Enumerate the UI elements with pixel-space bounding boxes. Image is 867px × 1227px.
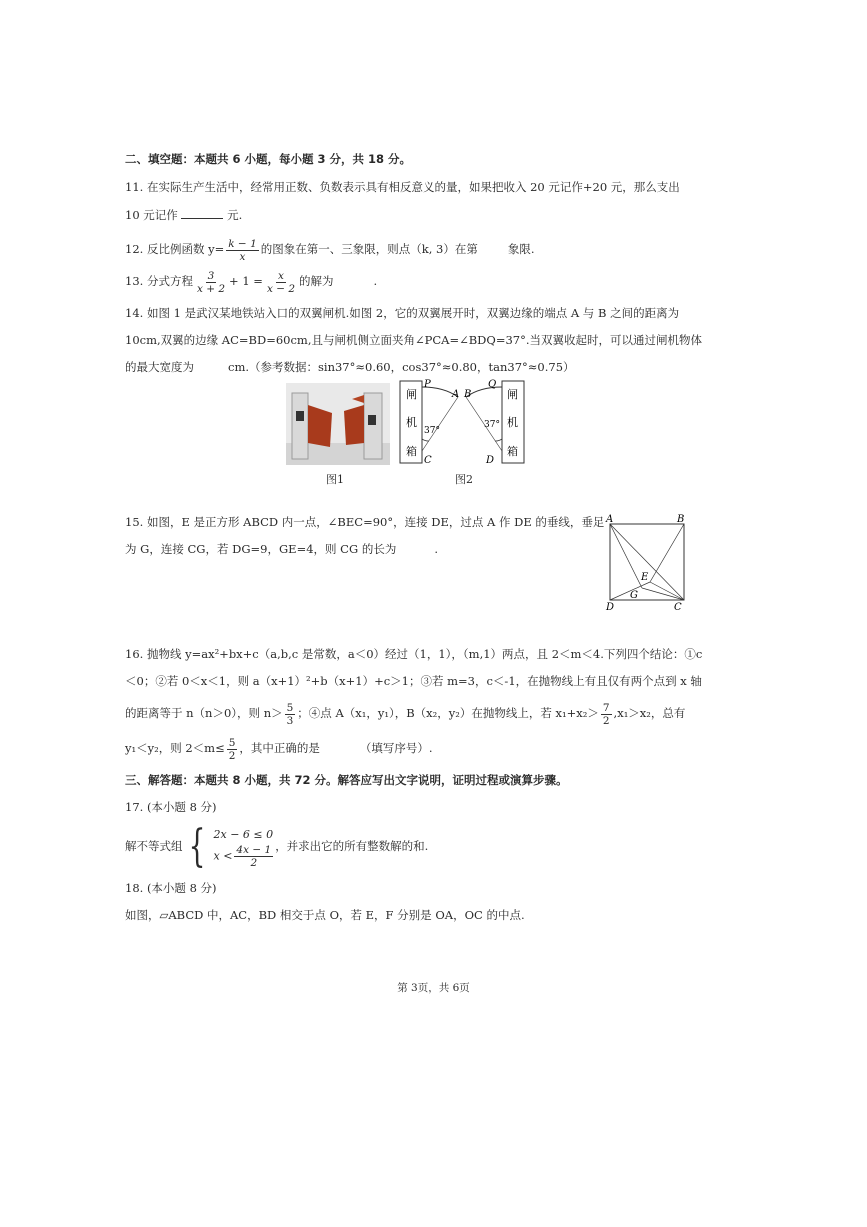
q15-line2 xyxy=(125,541,438,557)
q14-box-left-char1: 闸 xyxy=(406,388,417,401)
q16-line2: ＜0；②若 0＜x＜1，则 a（x+1）²+b（x+1）+c＞1；③若 m=3，c＜-1，在抛物线上有且仅有两个点到 x 轴 xyxy=(125,674,702,688)
q12-pre: 12. 反比例函数 y= xyxy=(125,242,225,256)
q17-row2-a: x < xyxy=(213,849,233,862)
q15-square-diagram xyxy=(604,512,690,614)
q12-frac-num: k − 1 xyxy=(228,237,257,250)
q14-box-right-char1: 闸 xyxy=(507,388,518,401)
q12-line xyxy=(125,236,535,263)
q17-row1: 2x − 6 ≤ 0 xyxy=(213,827,274,841)
q18-title: 18. (本小题 8 分) xyxy=(125,881,217,895)
q14-label-B: B xyxy=(464,389,472,400)
page-footer: 第 3页，共 6页 xyxy=(397,982,470,994)
q16-line4-c: （填写序号）. xyxy=(359,741,433,755)
q13-line xyxy=(125,268,377,295)
q17-row2-frac xyxy=(234,844,273,869)
q14-line1: 14. 如图 1 是武汉某地铁站入口的双翼闸机.如图 2，它的双翼展开时，双翼边缘的端点 A 与 B 之间的距离为 xyxy=(125,306,680,320)
q16-frac-7-2 xyxy=(601,702,612,727)
q13-mid: + 1 = xyxy=(229,274,263,288)
q13-pre: 13. 分式方程 xyxy=(125,274,193,288)
q12-post: 的图象在第一、三象限，则点（k, 3）在第 xyxy=(260,242,478,256)
q16-line3 xyxy=(125,700,685,727)
q17-inequality-system xyxy=(183,821,276,872)
q17-frac-den: 2 xyxy=(250,856,258,869)
q13-frac2 xyxy=(265,270,297,295)
q13-frac2-num: x xyxy=(278,269,284,282)
q16-line1: 16. 抛物线 y=ax²+bx+c（a,b,c 是常数，a＜0）经过（1，1），（m,1）两点，且 2＜m＜4.下列四个结论：①c xyxy=(125,647,703,661)
q14-label-C: C xyxy=(424,455,432,466)
q15-line2-b: . xyxy=(434,542,438,556)
q14-line3-b: cm.（参考数据：sin37°≈0.60，cos37°≈0.80，tan37°≈0.75） xyxy=(228,360,575,374)
q14-label-P: P xyxy=(424,379,431,390)
q16-frac1-num: 5 xyxy=(286,701,294,714)
q16-line3-c: ,x₁＞x₂，总有 xyxy=(613,706,686,720)
q14-line3 xyxy=(125,359,575,375)
q17-pre: 解不等式组 xyxy=(125,839,183,853)
q16-line4 xyxy=(125,735,433,762)
q16-line4-b: ，其中正确的是 xyxy=(239,741,320,755)
q13-frac2-den: x − 2 xyxy=(266,282,296,295)
q15-label-B: B xyxy=(677,514,685,525)
q14-box-left-char2: 机 xyxy=(406,416,417,429)
q15-label-G: G xyxy=(630,590,638,601)
q17-rows xyxy=(214,826,276,869)
q12-end: 象限. xyxy=(507,242,535,256)
q14-label-A: A xyxy=(452,389,460,400)
q16-frac-5-2 xyxy=(227,737,238,762)
q16-frac3-num: 5 xyxy=(228,736,236,749)
q17-frac-num: 4x − 1 xyxy=(236,843,272,856)
section-2-heading: 二、填空题：本题共 6 小题，每小题 3 分，共 18 分。 xyxy=(125,152,412,166)
q13-frac1-num: 3 xyxy=(207,269,215,282)
q13-frac1-den: x + 2 xyxy=(196,282,226,295)
q13-end: . xyxy=(373,274,378,288)
q16-frac-5-3 xyxy=(285,702,296,727)
q15-label-D: D xyxy=(606,602,615,613)
q14-figure2-diagram xyxy=(396,377,528,467)
q11-answer-blank xyxy=(181,206,223,219)
q16-line4-a: y₁＜y₂，则 2＜m≤ xyxy=(125,741,225,755)
q14-angle-left: 37° xyxy=(424,426,440,436)
q15-label-A: A xyxy=(606,514,614,525)
q16-frac3-den: 2 xyxy=(228,749,236,762)
section-3-heading: 三、解答题：本题共 8 小题，共 72 分。解答应写出文字说明，证明过程或演算步骤。 xyxy=(125,773,568,787)
q12-fraction xyxy=(226,238,259,263)
q11-line1: 11. 在实际生产生活中，经常用正数、负数表示具有相反意义的量，如果把收入 20 元记作+20 元，那么支出 xyxy=(125,180,680,194)
q14-angle-right: 37° xyxy=(484,420,500,430)
q14-box-left-char3: 箱 xyxy=(406,445,417,458)
q13-post: 的解为 xyxy=(299,274,334,288)
q15-label-C: C xyxy=(674,602,682,613)
q14-figure2-caption: 图2 xyxy=(455,473,473,486)
q14-line2: 10cm,双翼的边缘 AC=BD=60cm,且与闸机侧立面夹角∠PCA=∠BDQ=37°.当双翼收起时，可以通过闸机物体 xyxy=(125,333,702,347)
q14-line3-a: 的最大宽度为 xyxy=(125,360,194,374)
q15-label-E: E xyxy=(641,572,649,583)
q16-line3-a: 的距离等于 n（n＞0），则 n＞ xyxy=(125,706,283,720)
q16-frac2-den: 2 xyxy=(602,714,610,727)
q15-line2-a: 为 G，连接 CG，若 DG=9，GE=4，则 CG 的长为 xyxy=(125,542,397,556)
q16-line3-b: ；④点 A（x₁，y₁），B（x₂，y₂）在抛物线上，若 x₁+x₂＞ xyxy=(297,706,599,720)
q14-box-right-char2: 机 xyxy=(507,416,518,429)
q17-line xyxy=(125,822,428,870)
q15-line1: 15. 如图，E 是正方形 ABCD 内一点，∠BEC=90°，连接 DE，过点 A 作 DE 的垂线，垂足 xyxy=(125,515,605,529)
q14-figure1-caption: 图1 xyxy=(326,473,344,486)
q17-row2 xyxy=(214,844,276,869)
q11-text-a: 10 元记作 xyxy=(125,208,178,222)
q12-frac-den: x xyxy=(239,250,246,263)
q18-line1: 如图，▱ABCD 中，AC，BD 相交于点 O，若 E，F 分别是 OA，OC 的中点. xyxy=(125,908,525,922)
q14-label-D: D xyxy=(486,455,495,466)
q16-frac2-num: 7 xyxy=(602,701,610,714)
q14-box-right-char3: 箱 xyxy=(507,445,518,458)
q17-title: 17. (本小题 8 分) xyxy=(125,800,217,814)
q14-figure1-photo xyxy=(286,383,390,465)
q17-post: ，并求出它的所有整数解的和. xyxy=(275,839,429,853)
q14-label-Q: Q xyxy=(488,379,497,390)
q16-frac1-den: 3 xyxy=(286,714,294,727)
q17-brace: { xyxy=(188,821,205,872)
q13-frac1 xyxy=(195,270,227,295)
q11-line2 xyxy=(125,206,242,223)
q11-text-b: 元. xyxy=(227,208,243,222)
